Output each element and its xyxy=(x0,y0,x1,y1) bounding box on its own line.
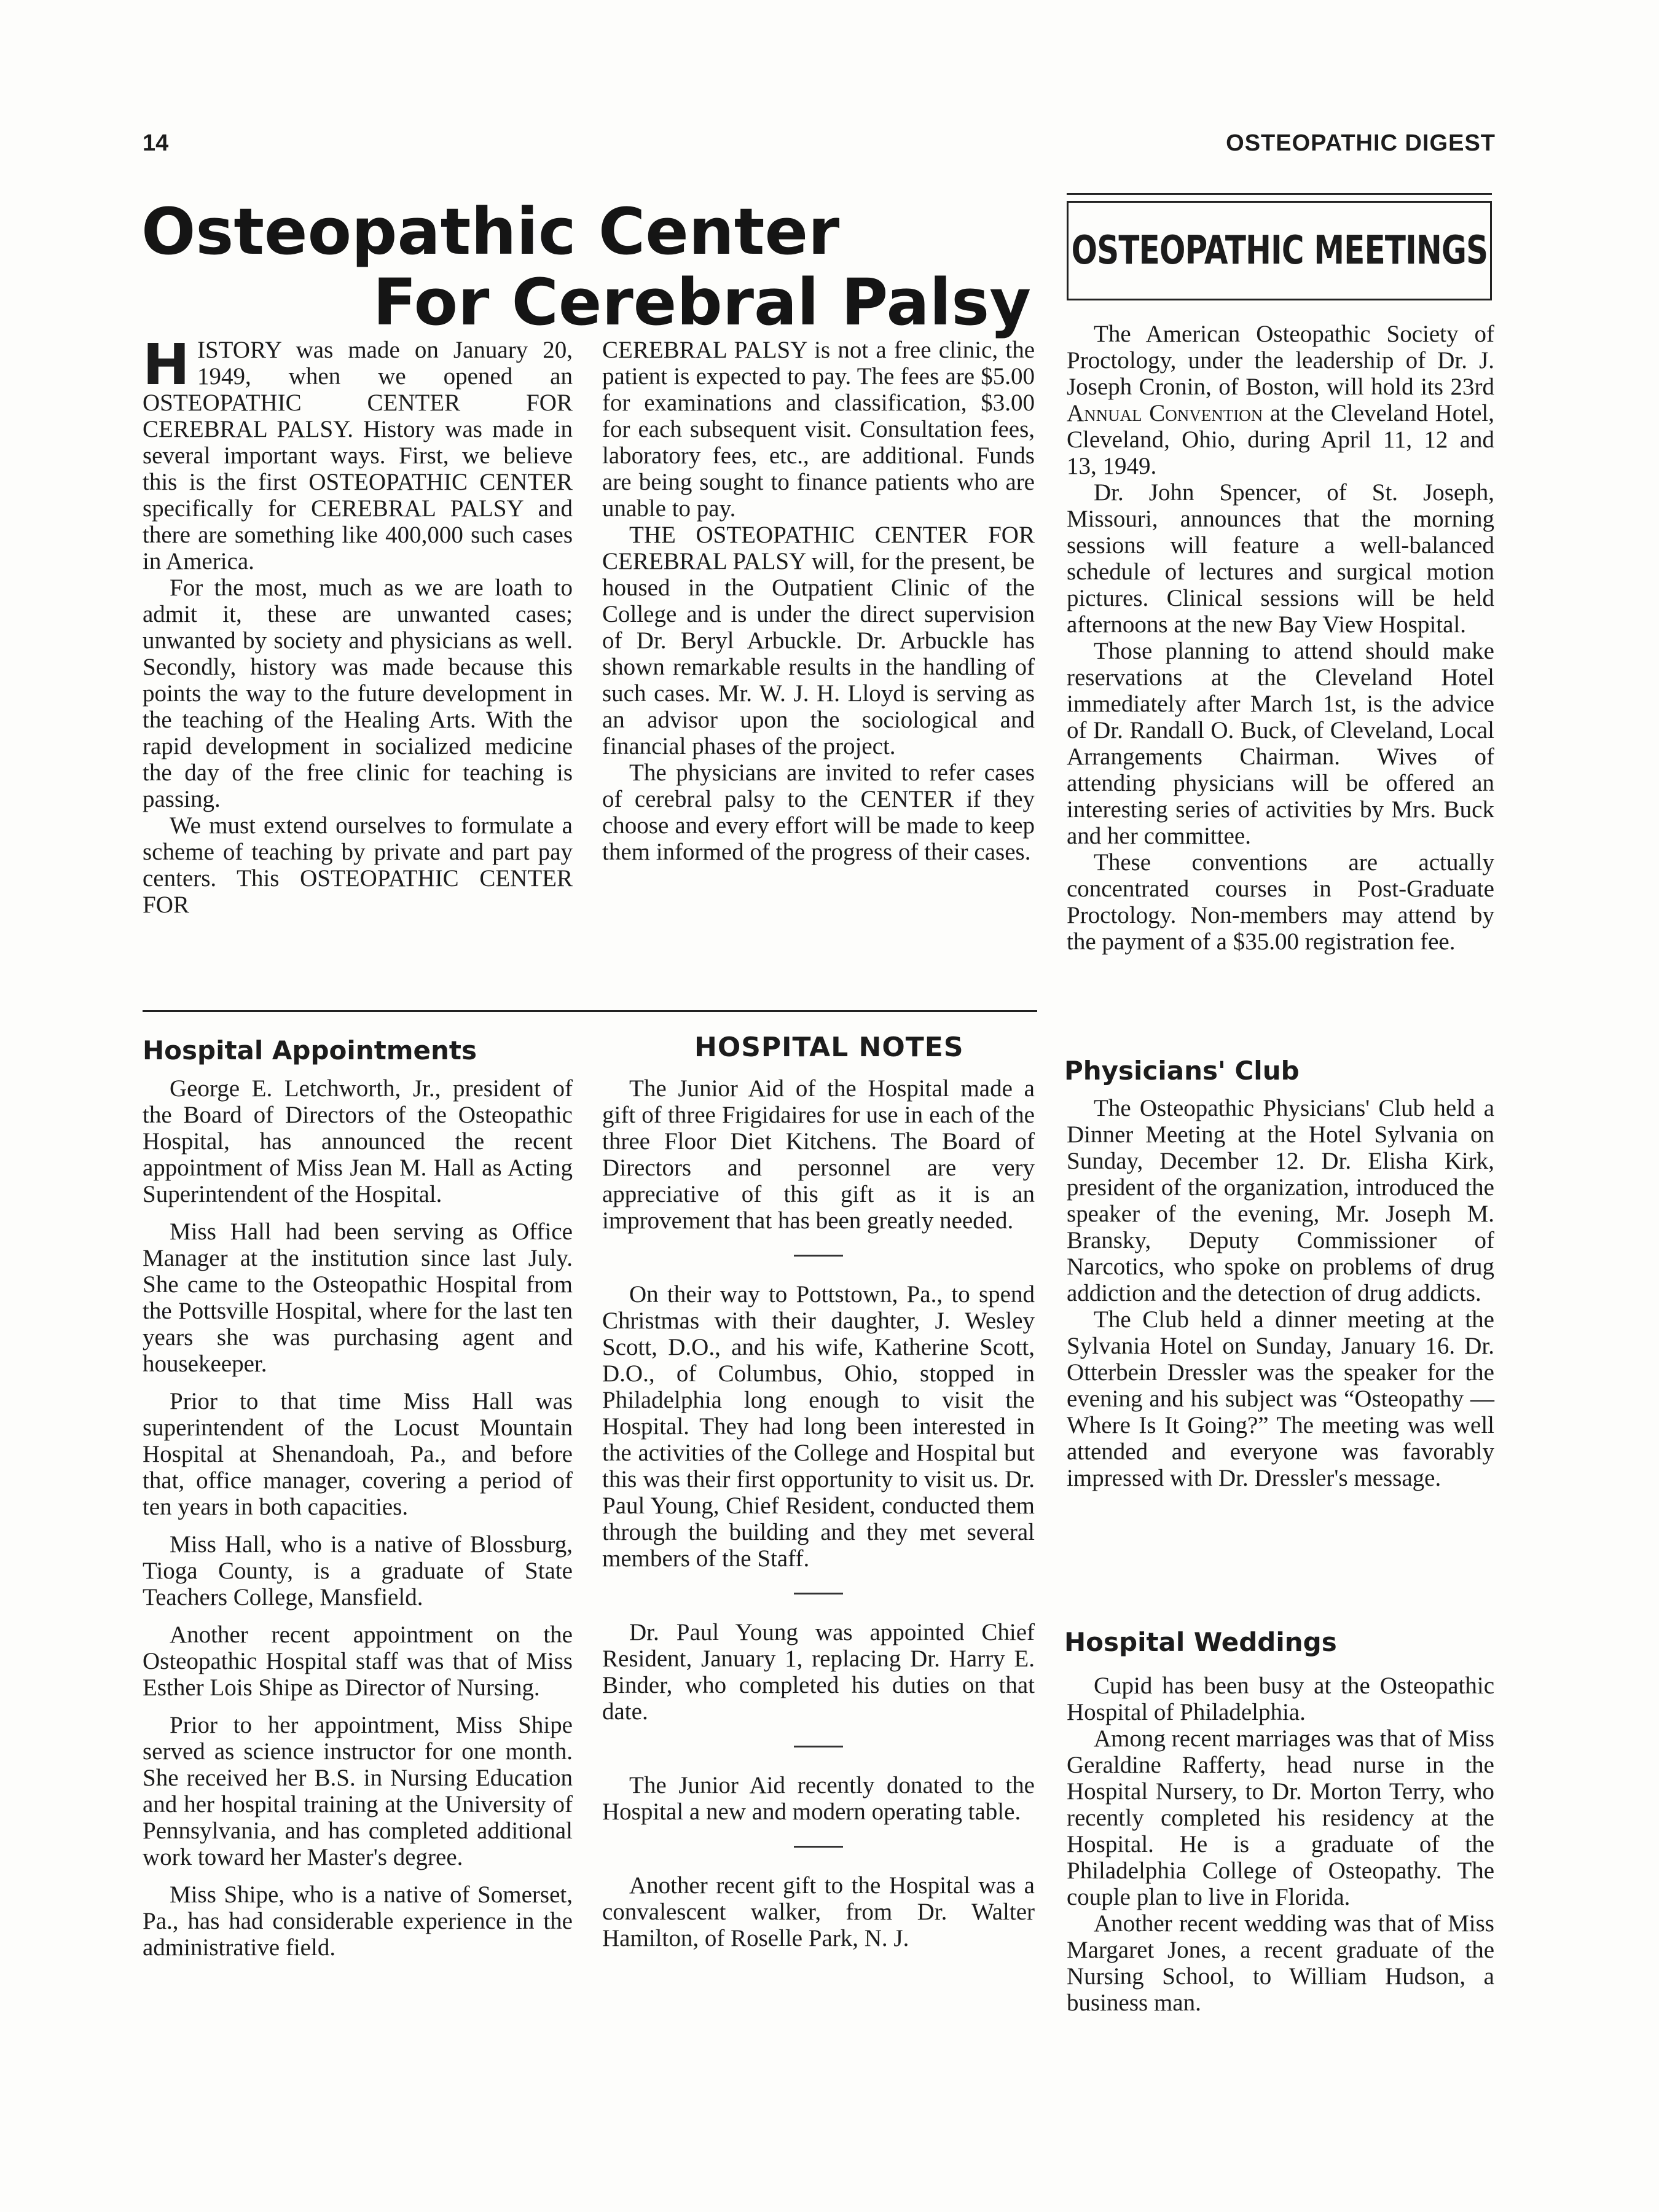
meetings-column xyxy=(1067,321,1494,955)
article-paragraph: HISTORY was made on January 20, 1949, when we opened an OSTEOPATHIC CENTER FOR CEREBRAL PALSY. History was made in several important ways. First, we believe this is the first OSTEOPATHIC CENTER specifically for CEREBRAL PALSY and there are something like 400,000 such cases in America. xyxy=(143,332,573,575)
appointments-heading: Hospital Appointments xyxy=(143,1035,477,1065)
club-paragraph: The Club held a dinner meeting at the Sylvania Hotel on Sunday, January 16. Dr. Otterbein Dressler was the speaker for the evening and his subject was “Osteopathy — Where Is It Going?” The meeting was well attended and everyone was favorably impressed with Dr. Dressler's message. xyxy=(1067,1306,1494,1491)
notes-item: On their way to Pottstown, Pa., to spend Christmas with their daughter, J. Wesley Scott, D.O., and his wife, Katherine Scott, D.O., of Columbus, Ohio, stopped in Philadelphia long enough to visit the Hospital. They had long been interested in the activities of the College and Hospital but this was their first opportunity to visit us. Dr. Paul Young, Chief Resident, conducted them through the building and they met several members of the Staff. xyxy=(602,1281,1035,1572)
meetings-paragraph: The American Osteopathic Society of Proctology, under the leadership of Dr. J. Joseph Cronin, of Boston, will hold its 23rd Annual Convention at the Cleveland Hotel, Cleveland, Ohio, during April 11, 12 and 13, 1949. xyxy=(1067,321,1494,479)
appointments-paragraph: Miss Hall had been serving as Office Manager at the institution since last July. She came to the Osteopathic Hospital from the Pottsville Hospital, where for the last ten years she was purchasing agent and housekeeper. xyxy=(143,1218,573,1377)
item-separator xyxy=(794,1846,843,1848)
notes-heading: HOSPITAL NOTES xyxy=(694,1032,964,1063)
club-column xyxy=(1067,1095,1494,1491)
article-title-line-2: For Cerebral Palsy xyxy=(372,265,1031,340)
appointments-paragraph: Another recent appointment on the Osteopathic Hospital staff was that of Miss Esther Lois Shipe as Director of Nursing. xyxy=(143,1622,573,1701)
section-divider xyxy=(143,1010,1037,1012)
weddings-paragraph: Cupid has been busy at the Osteopathic Hospital of Philadelphia. xyxy=(1067,1673,1494,1725)
article-column-2 xyxy=(602,337,1035,865)
appointments-paragraph: Miss Hall, who is a native of Blossburg, Tioga County, is a graduate of State Teachers College, Mansfield. xyxy=(143,1531,573,1610)
article-title-line-1: Osteopathic Center xyxy=(141,194,840,269)
item-separator xyxy=(794,1746,843,1747)
article-paragraph: We must extend ourselves to formulate a scheme of teaching by private and part pay centers. This OSTEOPATHIC CENTER FOR xyxy=(143,812,573,918)
notes-item: The Junior Aid recently donated to the Hospital a new and modern operating table. xyxy=(602,1772,1035,1825)
appointments-paragraph: George E. Letchworth, Jr., president of the Board of Directors of the Osteopathic Hospital, has announced the recent appointment of Miss Jean M. Hall as Acting Superintendent of the Hospital. xyxy=(143,1075,573,1207)
publication-title: OSTEOPATHIC DIGEST xyxy=(1226,130,1496,156)
notes-column xyxy=(602,1075,1035,1951)
article-paragraph: The physicians are invited to refer cases of cerebral palsy to the CENTER if they choose and every effort will be made to keep them informed of the progress of their cases. xyxy=(602,759,1035,865)
drop-cap: H xyxy=(143,332,190,398)
club-paragraph: The Osteopathic Physicians' Club held a Dinner Meeting at the Hotel Sylvania on Sunday, December 12. Dr. Elisha Kirk, president of the organization, introduced the speaker of the evening, Mr. Joseph M. Bransky, Deputy Commissioner of Narcotics, who spoke on problems of drug addiction and the detection of drug addicts. xyxy=(1067,1095,1494,1306)
meetings-paragraph: Those planning to attend should make reservations at the Cleveland Hotel immediately after March 1st, is the advice of Dr. Randall O. Buck, of Cleveland, Local Arrangements Chairman. Wives of attending physicians will be offered an interesting series of activities by Mrs. Buck and her committee. xyxy=(1067,638,1494,849)
article-paragraph: For the most, much as we are loath to admit it, these are unwanted cases; unwanted by society and physicians as well. Secondly, history was made because this points the way to the future development in the teaching of the Healing Arts. With the rapid development in socialized medicine the day of the free clinic for teaching is passing. xyxy=(143,575,573,812)
meetings-top-rule xyxy=(1067,193,1492,195)
meetings-title: OSTEOPATHIC MEETINGS xyxy=(1071,228,1488,273)
club-heading: Physicians' Club xyxy=(1064,1056,1300,1086)
weddings-paragraph: Another recent wedding was that of Miss Margaret Jones, a recent graduate of the Nursing School, to William Hudson, a business man. xyxy=(1067,1910,1494,2016)
weddings-column xyxy=(1067,1673,1494,2016)
item-separator xyxy=(794,1255,843,1257)
notes-item: The Junior Aid of the Hospital made a gift of three Frigidaires for use in each of the three Floor Diet Kitchens. The Board of Directors and personnel are very appreciative of this gift as it is an improvement that has been greatly needed. xyxy=(602,1075,1035,1234)
notes-item: Dr. Paul Young was appointed Chief Resident, January 1, replacing Dr. Harry E. Binder, who completed his duties on that date. xyxy=(602,1619,1035,1725)
article-paragraph: THE OSTEOPATHIC CENTER FOR CEREBRAL PALSY will, for the present, be housed in the Outpatient Clinic of the College and is under the direct supervision of Dr. Beryl Arbuckle. Dr. Arbuckle has shown remarkable results in the handling of such cases. Mr. W. J. H. Lloyd is serving as an advisor upon the sociological and financial phases of the project. xyxy=(602,522,1035,759)
appointments-paragraph: Prior to that time Miss Hall was superintendent of the Locust Mountain Hospital at Shenandoah, Pa., and before that, office manager, covering a period of ten years in both capacities. xyxy=(143,1388,573,1520)
meetings-title-box xyxy=(1067,201,1492,300)
article-paragraph: CEREBRAL PALSY is not a free clinic, the patient is expected to pay. The fees are $5.00 for examinations and classification, $3.00 for each subsequent visit. Consultation fees, laboratory fees, etc., are additional. Funds are being sought to finance patients who are unable to pay. xyxy=(602,337,1035,522)
appointments-column xyxy=(143,1075,573,1961)
weddings-heading: Hospital Weddings xyxy=(1064,1627,1337,1657)
appointments-paragraph: Miss Shipe, who is a native of Somerset, Pa., has had considerable experience in the administrative field. xyxy=(143,1881,573,1961)
notes-item: Another recent gift to the Hospital was a convalescent walker, from Dr. Walter Hamilton, of Roselle Park, N. J. xyxy=(602,1872,1035,1951)
page-number: 14 xyxy=(143,130,169,156)
weddings-paragraph: Among recent marriages was that of Miss Geraldine Rafferty, head nurse in the Hospital Nursery, to Dr. Morton Terry, who recently completed his residency at the Hospital. He is a graduate of the Philadelphia College of Osteopathy. The couple plan to live in Florida. xyxy=(1067,1725,1494,1910)
appointments-paragraph: Prior to her appointment, Miss Shipe served as science instructor for one month. She received her B.S. in Nursing Education and her hospital training at the University of Pennsylvania, and has completed additional work toward her Master's degree. xyxy=(143,1712,573,1870)
meetings-paragraph: Dr. John Spencer, of St. Joseph, Missouri, announces that the morning sessions will feature a well-balanced schedule of lectures and surgical motion pictures. Clinical sessions will be held afternoons at the new Bay View Hospital. xyxy=(1067,479,1494,638)
meetings-paragraph: These conventions are actually concentrated courses in Post-Graduate Proctology. Non-members may attend by the payment of a $35.00 registration fee. xyxy=(1067,849,1494,955)
article-column-1 xyxy=(143,332,573,918)
item-separator xyxy=(794,1593,843,1594)
